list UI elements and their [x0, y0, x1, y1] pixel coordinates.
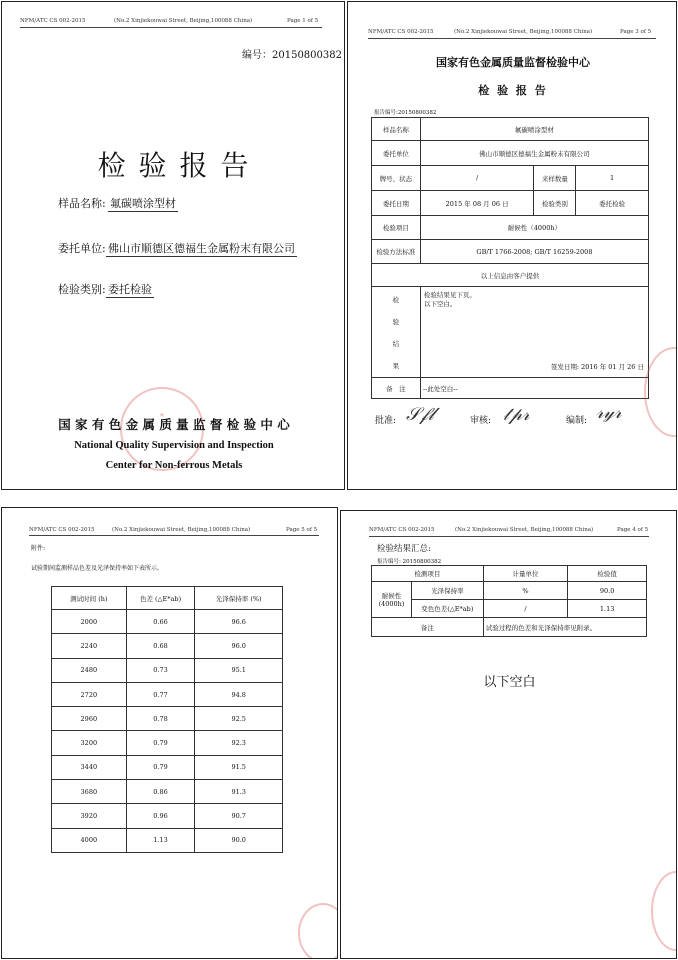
- color-difference-unit: /: [483, 600, 568, 618]
- header-page: Page 3 of 5: [620, 29, 652, 35]
- gloss-retention-cell: 92.3: [195, 731, 283, 755]
- color-difference-value: 1.13: [568, 600, 647, 618]
- gloss-retention-cell: 94.8: [195, 682, 283, 706]
- table-row: [52, 828, 283, 852]
- time-cell: 2960: [52, 707, 127, 731]
- table-row: [52, 804, 283, 828]
- test-item-label: 检验项目: [372, 216, 421, 240]
- weathering-group-label: 耐候性(4000h): [372, 582, 412, 618]
- header-code: NFM/ATC CS 002-2015: [20, 18, 86, 24]
- gloss-retention-cell: 91.5: [195, 755, 283, 779]
- client-value: 佛山市顺德区德福生金属粉末有限公司: [108, 242, 295, 255]
- header-rule: [369, 536, 649, 537]
- report-number: 报告编号: 20150800382: [377, 559, 442, 565]
- table-row: [52, 780, 283, 804]
- red-seal-stamp-partial: [298, 903, 338, 959]
- sample-name-label: 样品名称:: [58, 197, 106, 210]
- entrust-date-label: 委托日期: [372, 191, 421, 216]
- center-name-cn: 国 家 有 色 金 属 质 量 监 督 检 验 中 心: [58, 417, 290, 432]
- color-difference-cell: 0.73: [126, 658, 195, 682]
- sample-quantity-value: 1: [576, 166, 649, 191]
- issue-date: 签发日期: 2016 年 01 月 26 日: [550, 363, 644, 371]
- header-rule: [368, 38, 656, 39]
- table-row: [52, 682, 283, 706]
- gloss-retention-cell: 90.0: [195, 828, 283, 852]
- red-seal-stamp: ★: [120, 387, 204, 471]
- time-cell: 2720: [52, 682, 127, 706]
- color-difference-cell: 0.77: [126, 682, 195, 706]
- reviewer-label: 审核:: [470, 416, 492, 426]
- test-method-value: GB/T 1766-2008; GB/T 16259-2008: [420, 240, 648, 264]
- category-label: 检验类别:: [58, 283, 106, 296]
- color-difference-cell: 1.13: [126, 828, 195, 852]
- table-row: [52, 610, 283, 634]
- appendix-page: [1, 507, 338, 959]
- summary-title: 检验结果汇总:: [377, 544, 431, 554]
- serial-number: 编号：20150800382: [242, 50, 342, 61]
- color-difference-cell: 0.79: [126, 731, 195, 755]
- note-value: 试验过程的色差和光泽保持率见附录。: [483, 618, 646, 637]
- appendix-data-table: [51, 586, 283, 853]
- report-number: 报告编号:20150800382: [374, 110, 437, 116]
- table-row: [52, 731, 283, 755]
- compiler-label: 编制:: [566, 416, 588, 426]
- column-header-item: 检测项目: [372, 566, 484, 582]
- brand-status-value: /: [420, 166, 534, 191]
- header-rule: [20, 27, 322, 28]
- column-header-color-difference: 色差 (△E*ab): [126, 587, 195, 610]
- note-label: 备注: [372, 618, 484, 637]
- gloss-retention-cell: 95.1: [195, 658, 283, 682]
- header-address: (No.2 Xinjiekouwai Street, Beijing,100088 China): [114, 18, 253, 24]
- gloss-retention-cell: 96.0: [195, 634, 283, 658]
- result-label: 检 验 结 果: [372, 287, 421, 378]
- header-code: NFM/ATC CS 002-2015: [369, 527, 435, 533]
- gloss-retention-value: 90.0: [568, 582, 647, 600]
- time-cell: 3200: [52, 731, 127, 755]
- gloss-retention-cell: 90.7: [195, 804, 283, 828]
- column-header-time: 测试时间 (h): [52, 587, 127, 610]
- organization-name: 国家有色金属质量监督检验中心: [436, 56, 590, 69]
- results-summary-page: [340, 510, 677, 959]
- time-cell: 2480: [52, 658, 127, 682]
- header-page: Page 4 of 5: [617, 527, 649, 533]
- center-name-en-line2: Center for Non-ferrous Metals: [105, 460, 243, 471]
- result-line-1: 检验结果见下页。: [423, 291, 476, 299]
- inspection-type-value: 委托检验: [576, 191, 649, 216]
- remark-label: 备 注: [372, 378, 421, 399]
- gloss-retention-unit: %: [483, 582, 568, 600]
- time-cell: 3440: [52, 755, 127, 779]
- test-item-value: 耐候性（4000h）: [420, 216, 648, 240]
- sample-quantity-label: 来样数量: [534, 166, 576, 191]
- summary-table: [371, 565, 647, 637]
- client-value: 佛山市顺德区德福生金属粉末有限公司: [420, 141, 648, 166]
- approver-signature: 𝒮𝒻𝓁: [406, 404, 434, 425]
- gloss-retention-label: 光泽保持率: [411, 582, 483, 600]
- color-difference-cell: 0.86: [126, 780, 195, 804]
- client-label: 委托单位: [372, 141, 421, 166]
- time-cell: 3680: [52, 780, 127, 804]
- header-page: Page 1 of 5: [287, 18, 319, 24]
- color-difference-cell: 0.96: [126, 804, 195, 828]
- table-row: [52, 755, 283, 779]
- sample-name-label: 样品名称: [372, 118, 421, 141]
- gloss-retention-cell: 91.3: [195, 780, 283, 804]
- inspection-type-label: 检验类别: [534, 191, 576, 216]
- red-seal-stamp-partial: [651, 871, 677, 951]
- table-row: [52, 707, 283, 731]
- header-rule: [29, 535, 319, 536]
- client-label: 委托单位:: [58, 242, 106, 255]
- center-name-en-line1: National Quality Supervision and Inspection: [74, 440, 274, 451]
- category-value: 委托检验: [108, 283, 152, 296]
- sample-name-value: 氟碳喷涂型材: [110, 197, 176, 210]
- header-address: (No.2 Xinjiekouwai Street, Beijing,100088 China): [112, 527, 251, 533]
- reviewer-signature: 𝓉𝓅𝓇: [503, 404, 530, 425]
- gloss-retention-cell: 96.6: [195, 610, 283, 634]
- report-title: 检 验 报 告: [478, 84, 548, 97]
- client-info-note: 以上信息由客户提供: [372, 264, 649, 287]
- time-cell: 4000: [52, 828, 127, 852]
- result-line-2: 以下空白。: [423, 300, 457, 308]
- gloss-retention-cell: 92.5: [195, 707, 283, 731]
- test-method-label: 检验方法标准: [372, 240, 421, 264]
- time-cell: 2240: [52, 634, 127, 658]
- report-title: 检 验 报 告: [97, 149, 251, 182]
- color-difference-cell: 0.66: [126, 610, 195, 634]
- header-address: (No.2 Xinjiekouwai Street, Beijing,100088 China): [455, 527, 594, 533]
- table-row: [52, 634, 283, 658]
- column-header-value: 检验值: [568, 566, 647, 582]
- compiler-signature: 𝓇𝓎𝓇: [596, 402, 622, 423]
- entrust-date-value: 2015 年 08 月 06 日: [420, 191, 534, 216]
- result-content: [420, 287, 648, 378]
- header-page: Page 5 of 5: [286, 527, 318, 533]
- report-summary-page: [347, 1, 677, 490]
- report-cover-page: [1, 1, 345, 490]
- column-header-unit: 计量单位: [483, 566, 568, 582]
- header-address: (No.2 Xinjiekouwai Street, Beijing,100088 China): [454, 29, 593, 35]
- color-difference-label: 变色色差(△E*ab): [411, 600, 483, 618]
- report-info-table: [371, 117, 649, 399]
- blank-below-notice: 以下空白: [483, 675, 536, 690]
- color-difference-cell: 0.68: [126, 634, 195, 658]
- time-cell: 2000: [52, 610, 127, 634]
- header-code: NFM/ATC CS 002-2015: [29, 527, 95, 533]
- time-cell: 3920: [52, 804, 127, 828]
- brand-status-label: 牌号、状态: [372, 166, 421, 191]
- remark-value: --此处空白--: [420, 378, 648, 399]
- column-header-gloss-retention: 光泽保持率 (%): [195, 587, 283, 610]
- header-code: NFM/ATC CS 002-2015: [368, 29, 434, 35]
- color-difference-cell: 0.79: [126, 755, 195, 779]
- table-row: [52, 658, 283, 682]
- sample-name-value: 氟碳喷涂型材: [420, 118, 648, 141]
- appendix-intro: 试验期间监测样品色差及光泽保持率如下表所示。: [31, 565, 164, 572]
- approver-label: 批准:: [375, 416, 397, 426]
- color-difference-cell: 0.78: [126, 707, 195, 731]
- appendix-label: 附件:: [31, 545, 46, 552]
